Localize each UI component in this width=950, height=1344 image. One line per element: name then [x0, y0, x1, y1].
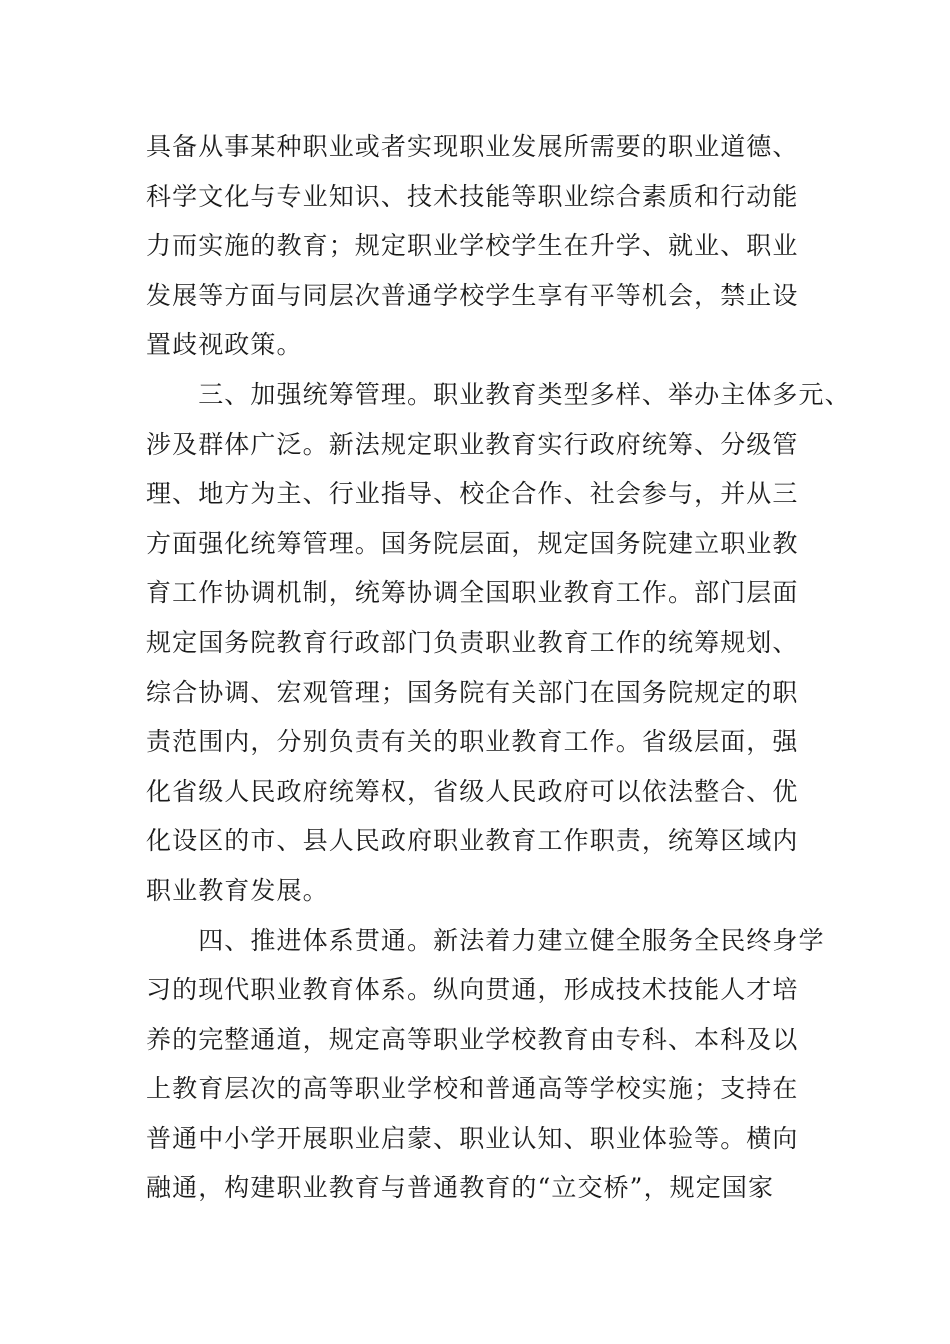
text-line: 综合协调、宏观管理；国务院有关部门在国务院规定的职: [146, 677, 799, 707]
text-line: 涉及群体广泛。新法规定职业教育实行政府统筹、分级管: [146, 429, 799, 459]
text-line: 发展等方面与同层次普通学校学生享有平等机会，禁止设: [146, 280, 799, 310]
text-line: 置歧视政策。: [146, 330, 303, 360]
section-three-heading-line: 三、加强统筹管理。职业教育类型多样、举办主体多元、: [146, 379, 851, 409]
text-line: 规定国务院教育行政部门负责职业教育工作的统筹规划、: [146, 627, 799, 657]
text-line: 习的现代职业教育体系。纵向贯通，形成技术技能人才培: [146, 975, 799, 1005]
text-line: 具备从事某种职业或者实现职业发展所需要的职业道德、: [146, 132, 799, 161]
section-four-heading-line: 四、推进体系贯通。新法着力建立健全服务全民终身学: [146, 925, 825, 955]
text-line: 化省级人民政府统筹权，省级人民政府可以依法整合、优: [146, 776, 799, 806]
text-line: 化设区的市、县人民政府职业教育工作职责，统筹区域内: [146, 826, 799, 856]
text-line: 责范围内，分别负责有关的职业教育工作。省级层面，强: [146, 727, 799, 757]
text-line: 方面强化统筹管理。国务院层面，规定国务院建立职业教: [146, 528, 799, 558]
text-line: 育工作协调机制，统筹协调全国职业教育工作。部门层面: [146, 578, 799, 608]
text-line: 养的完整通道，规定高等职业学校教育由专科、本科及以: [146, 1024, 799, 1054]
text-line: 融通，构建职业教育与普通教育的“立交桥”，规定国家: [146, 1173, 775, 1203]
text-line: 力而实施的教育；规定职业学校学生在升学、就业、职业: [146, 231, 799, 261]
text-line: 科学文化与专业知识、技术技能等职业综合素质和行动能: [146, 181, 799, 211]
text-line: 普通中小学开展职业启蒙、职业认知、职业体验等。横向: [146, 1123, 799, 1153]
body-text: [146, 122, 851, 1213]
text-line: 职业教育发展。: [146, 875, 329, 905]
text-line: 上教育层次的高等职业学校和普通高等学校实施；支持在: [146, 1074, 799, 1104]
text-line: 理、地方为主、行业指导、校企合作、社会参与，并从三: [146, 479, 799, 509]
